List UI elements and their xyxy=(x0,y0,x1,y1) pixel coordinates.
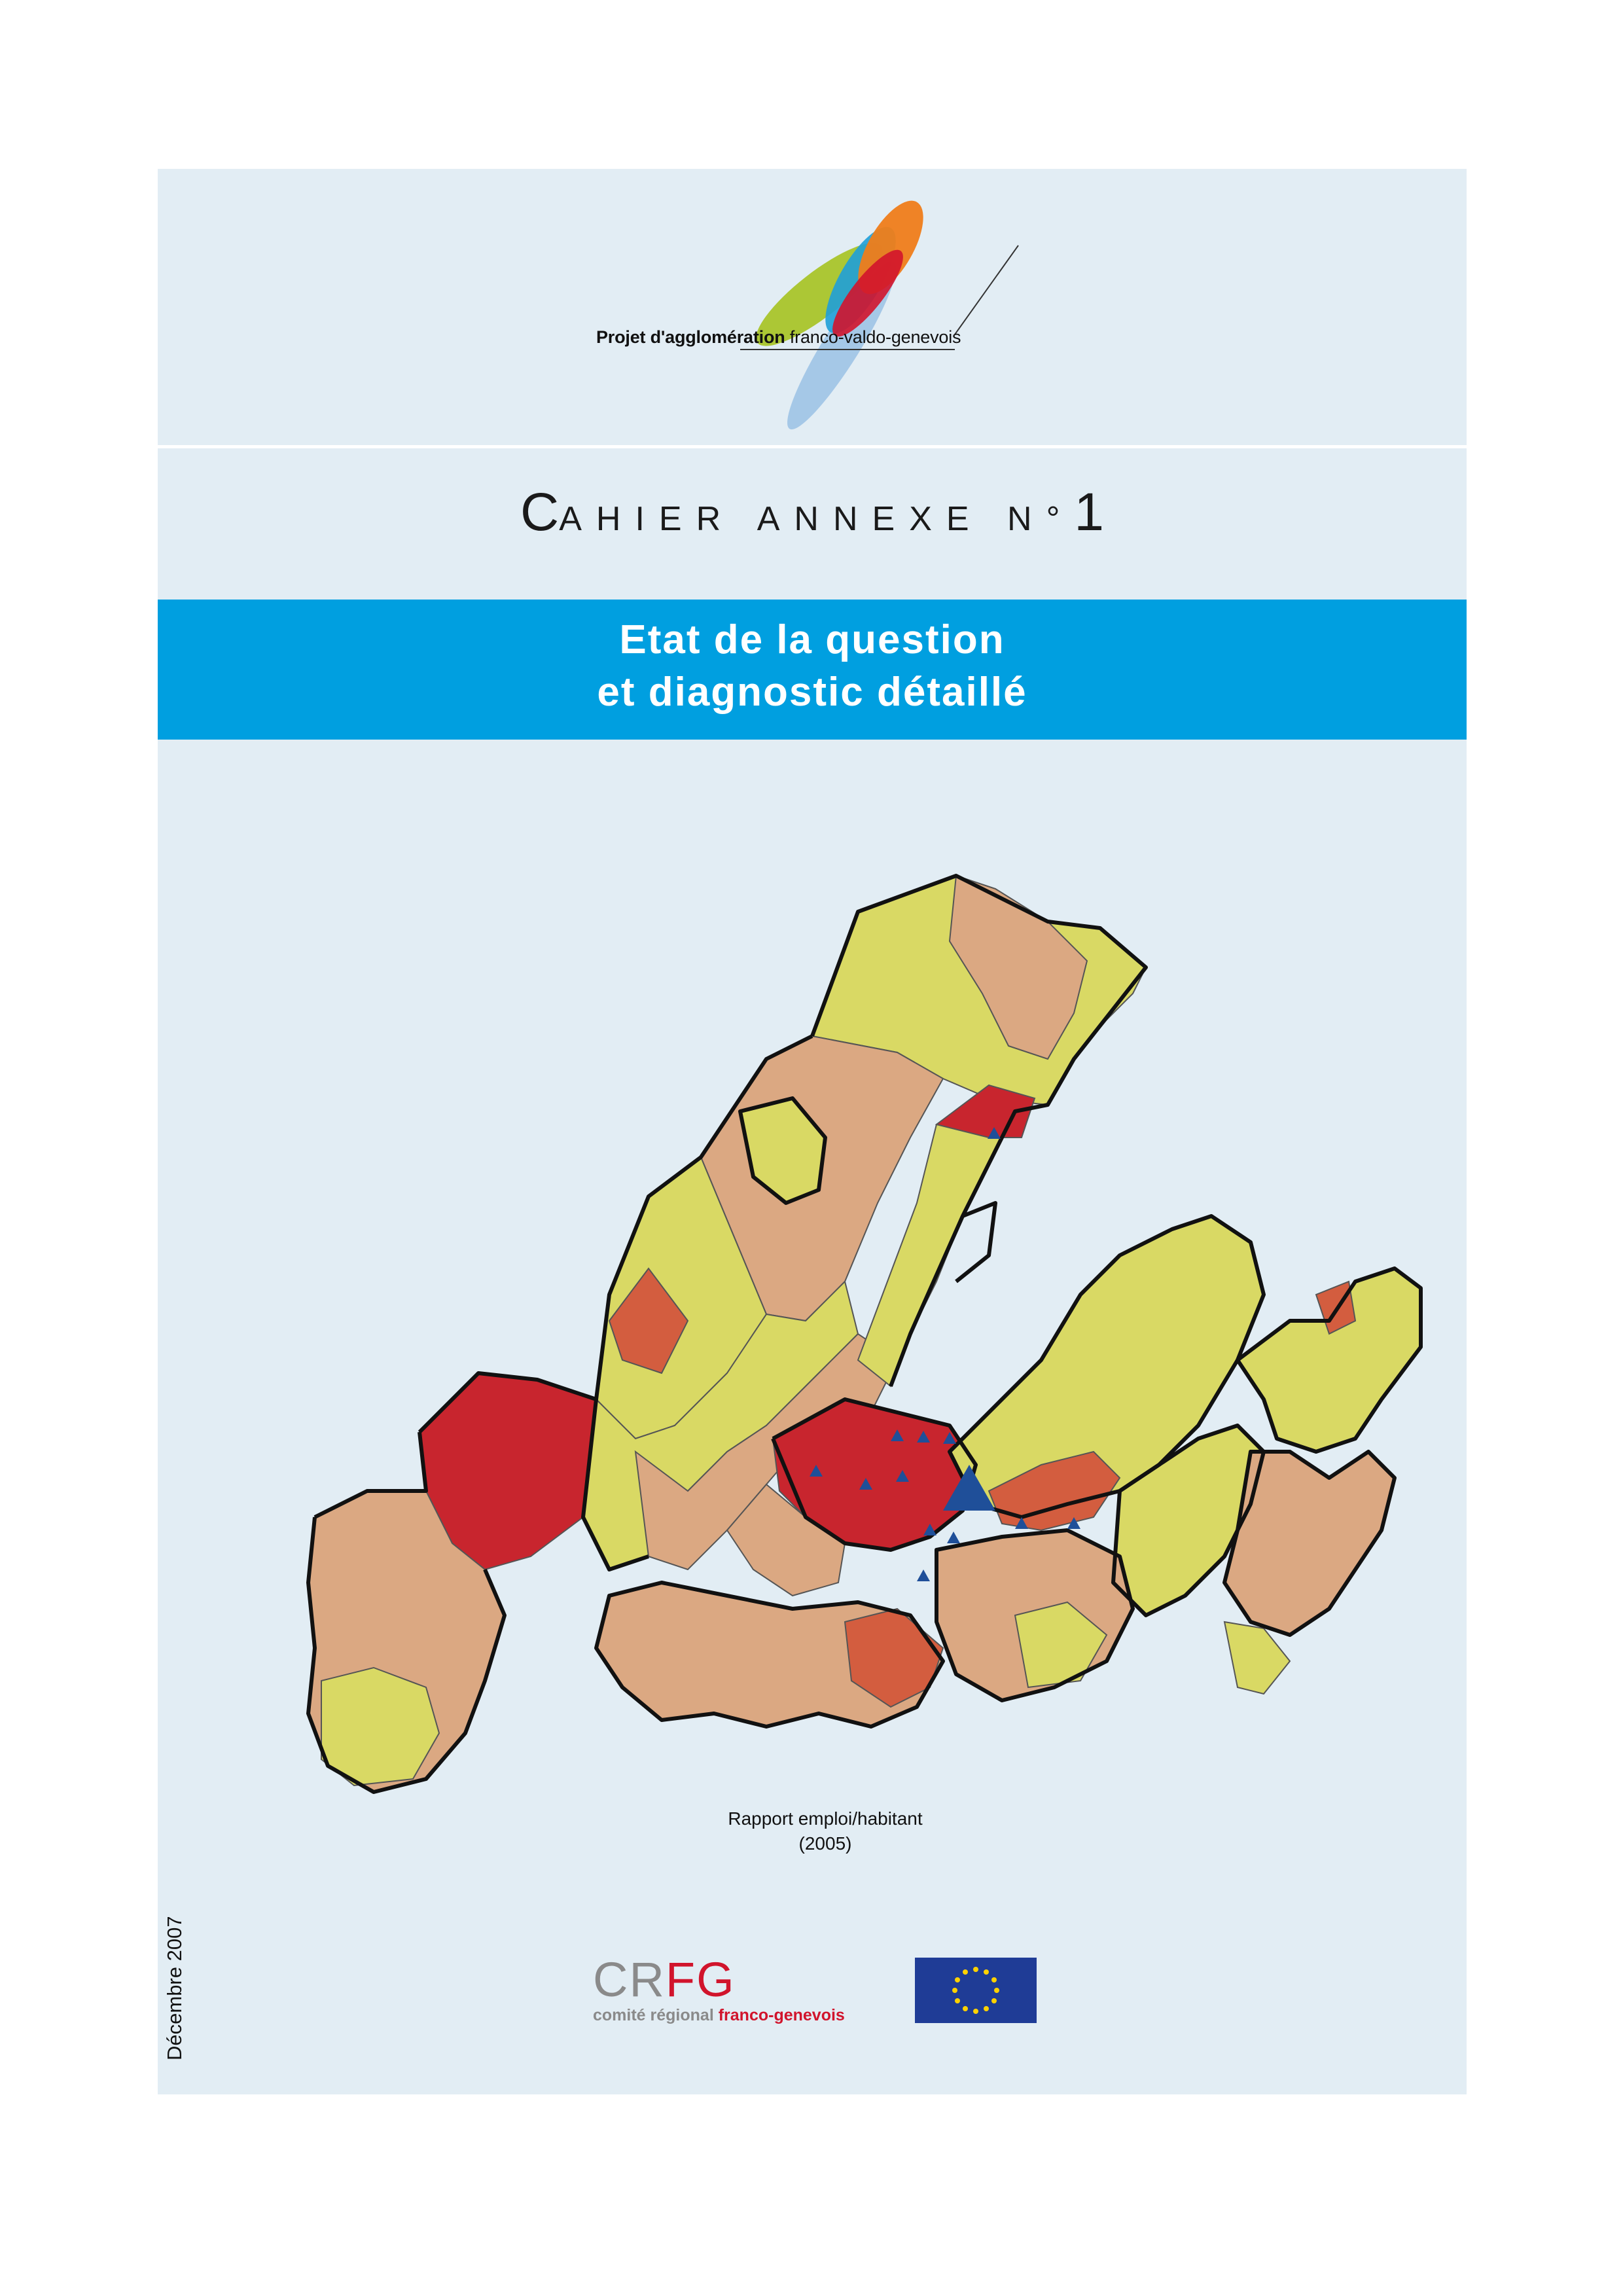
annex-number: 1 xyxy=(1074,482,1104,542)
logo-text xyxy=(596,327,961,348)
map-caption xyxy=(642,1806,1008,1856)
crfg-letters xyxy=(593,1954,736,2006)
annex-heading xyxy=(158,482,1467,543)
map-regions xyxy=(308,876,1421,1792)
divider xyxy=(158,445,1467,448)
title-line-2: et diagnostic détaillé xyxy=(597,670,1027,715)
crfg-sub-grey: comité régional xyxy=(593,2006,714,2024)
employment-ratio-map xyxy=(269,863,1525,1818)
map-region-east xyxy=(1224,1452,1395,1635)
crfg-letters-fg: FG xyxy=(665,1952,736,2007)
logo-text-bold: Projet d'agglomération xyxy=(596,327,785,347)
title-band xyxy=(158,600,1467,740)
logo-text-regular: franco-valdo-genevois xyxy=(789,327,961,347)
annex-first-letter: C xyxy=(520,482,560,542)
cover-panel xyxy=(158,169,1467,2094)
crfg-subtitle xyxy=(593,2006,845,2025)
map-caption-line-1: Rapport emploi/habitant xyxy=(728,1808,923,1829)
publication-date: Décembre 2007 xyxy=(163,1916,186,2060)
agglomeration-logo-icon xyxy=(158,169,1467,445)
crfg-logo xyxy=(593,1954,894,2026)
crfg-sub-red: franco-genevois xyxy=(718,2006,845,2024)
title-line-1: Etat de la question xyxy=(619,617,1005,662)
map-caption-line-2: (2005) xyxy=(798,1833,852,1854)
map-marker xyxy=(947,1532,960,1543)
annex-label: AHIER ANNEXE N° xyxy=(559,500,1075,538)
crfg-letter-c: C xyxy=(593,1952,630,2007)
crfg-letter-r: R xyxy=(629,1952,666,2007)
map-marker xyxy=(917,1570,930,1581)
logo-area xyxy=(158,169,1467,445)
eu-flag-icon xyxy=(915,1958,1037,2023)
